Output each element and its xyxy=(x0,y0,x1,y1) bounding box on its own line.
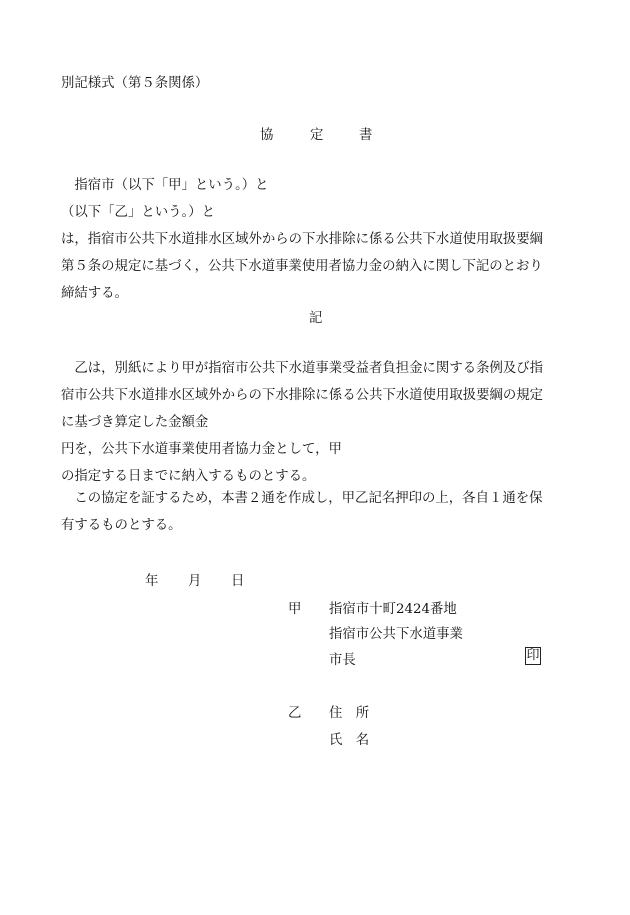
date-month: 月 xyxy=(188,574,202,589)
clause-1 xyxy=(61,355,571,490)
clause-1-line-1: 乙は，別紙により甲が指宿市公共下水道事業受益者負担金に関する条例及び指 xyxy=(74,361,544,376)
clause-1-line-2: 宿市公共下水道排水区域外からの下水排除に係る公共下水道使用取扱要綱の規定 xyxy=(61,388,544,403)
intro-line-1: 指宿市（以下「甲」という。）と （以下「乙」という。）と xyxy=(61,178,269,220)
title-char-3: 書 xyxy=(359,128,373,143)
intro-paragraph xyxy=(61,172,571,307)
intro-line-4: 締結する。 xyxy=(61,286,128,301)
ki-heading: 記 xyxy=(309,311,323,326)
seal-box: 印 xyxy=(526,648,540,663)
party-a-title: 市長 xyxy=(329,653,356,668)
clause-1-line-4: の指定する日までに納入するものとする。 xyxy=(61,469,316,484)
clause-2-line-2: 有するものとする。 xyxy=(61,518,182,533)
date-day: 日 xyxy=(231,574,245,589)
party-b-name-label: 氏 名 xyxy=(329,733,370,748)
intro-line-3: 第５条の規定に基づく，公共下水道事業使用者協力金の納入に関し下記のとおり xyxy=(61,259,543,274)
party-b-label: 乙 xyxy=(288,706,302,721)
party-a-org: 指宿市公共下水道事業 xyxy=(329,627,463,642)
intro-line-2: は，指宿市公共下水道排水区域外からの下水排除に係る公共下水道使用取扱要綱 xyxy=(61,232,544,247)
party-b-address-label: 住 所 xyxy=(329,706,370,721)
clause-1-line-3: に基づき算定した金額金 円を，公共下水道事業使用者協力金として，甲 xyxy=(61,415,342,457)
clause-2 xyxy=(61,485,571,539)
party-a-label: 甲 xyxy=(288,602,302,617)
clause-2-line-1: この協定を証するため，本書２通を作成し，甲乙記名押印の上，各自１通を保 xyxy=(74,491,543,506)
party-a-address: 指宿市十町2424番地 xyxy=(329,602,457,617)
date-year: 年 xyxy=(145,574,159,589)
form-label: 別記様式（第５条関係） xyxy=(61,76,209,91)
title-char-2: 定 xyxy=(310,128,324,143)
title-char-1: 協 xyxy=(260,128,274,143)
seal-mark xyxy=(525,647,541,665)
